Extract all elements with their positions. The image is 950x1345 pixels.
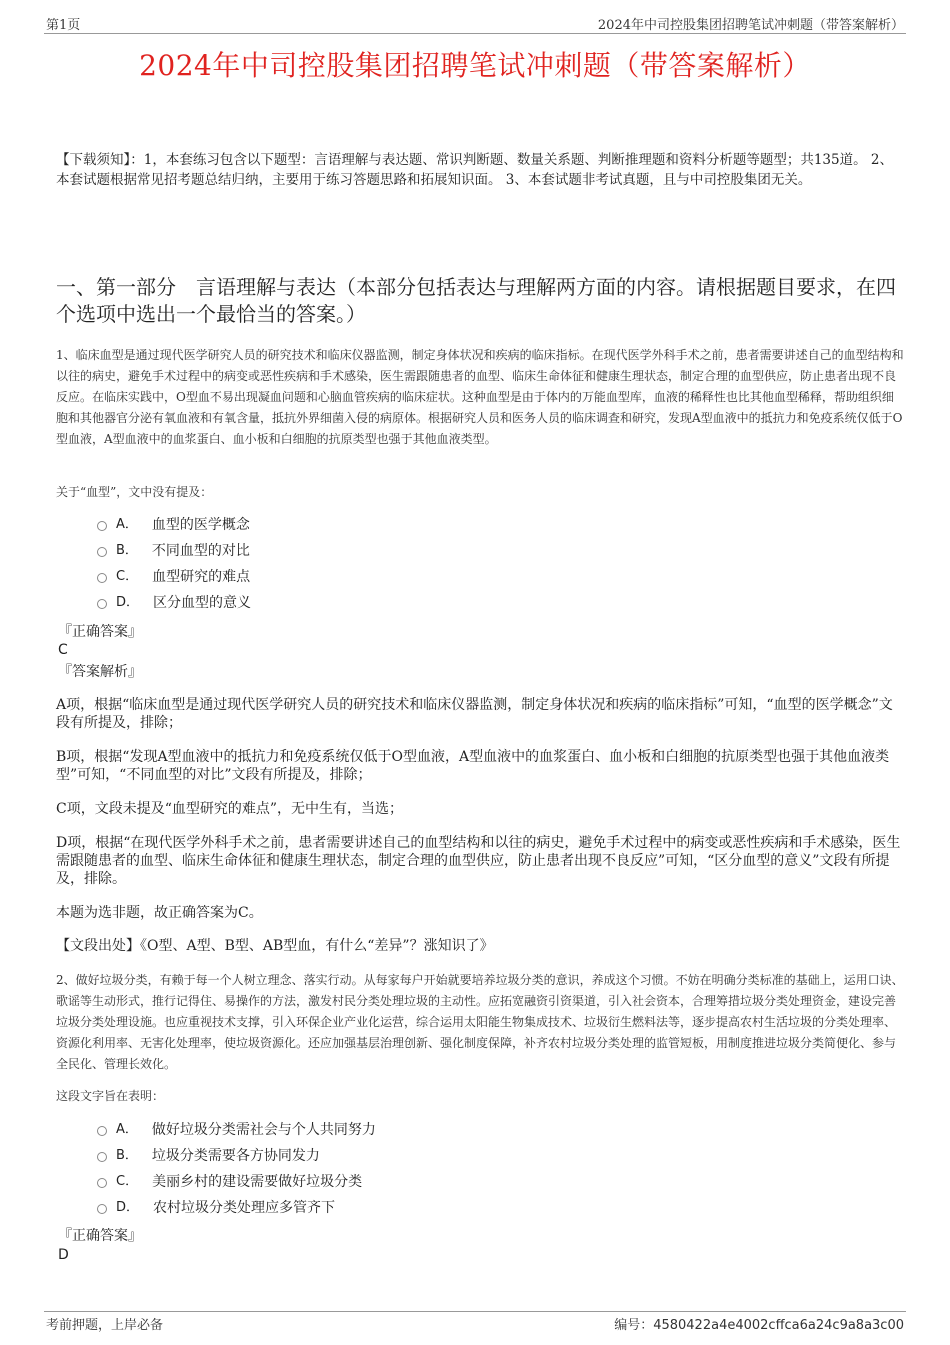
- question-2-option-a[interactable]: [97, 1120, 376, 1140]
- analysis-source: 【文段出处】《O型、A型、B型、AB型血，有什么“差异”？涨知识了》: [56, 938, 494, 954]
- radio-icon[interactable]: [97, 1126, 107, 1136]
- option-letter: B．: [116, 1148, 138, 1163]
- question-1-option-d[interactable]: [97, 593, 251, 613]
- footer-slogan: 考前押题，上岸必备: [46, 1318, 164, 1333]
- question-2-prompt: 这段文字旨在表明：: [56, 1089, 165, 1103]
- option-text: 做好垃圾分类需社会与个人共同努力: [151, 1122, 376, 1138]
- option-letter: D．: [116, 1200, 140, 1215]
- download-notice: 【下载须知】：1，本套练习包含以下题型：言语理解与表达题、常识判断题、数量关系题、判断推理题和资料分析题等题型；共135道。 2、本套试题根据常见招考题总结归纳，主要用于练习答题思路和拓展知识面。 3、本套试题非考试真题，且与中司控股集团无关。: [56, 152, 893, 188]
- radio-icon[interactable]: [97, 547, 107, 557]
- analysis-item-b: B项，根据“发现A型血液中的抵抗力和免疫系统仅低于O型血液，A型血液中的血浆蛋白、血小板和白细胞的抗原类型也强于其他血液类型”可知，“不同血型的对比”文段有所提及，排除；: [56, 749, 890, 783]
- radio-icon[interactable]: [97, 599, 107, 609]
- option-letter: A．: [116, 517, 138, 532]
- header-page-number: 第1页: [46, 18, 81, 33]
- question-1-analysis-label: 『答案解析』: [58, 664, 142, 680]
- radio-icon[interactable]: [97, 1152, 107, 1162]
- question-1-prompt: 关于“血型”，文中没有提及：: [56, 485, 213, 499]
- analysis-item-c: C项，文段未提及“血型研究的难点”，无中生有，当选；: [56, 801, 404, 817]
- question-1-option-a[interactable]: [97, 515, 250, 535]
- question-1-answer-label: 『正确答案』: [58, 624, 142, 640]
- footer-code: [614, 1314, 904, 1333]
- option-letter: D．: [116, 595, 140, 610]
- option-text: 血型研究的难点: [152, 569, 251, 585]
- question-2-option-b[interactable]: [97, 1146, 320, 1166]
- option-text: 不同血型的对比: [151, 543, 250, 559]
- footer-code-label: 编号：: [614, 1318, 654, 1333]
- option-text: 血型的医学概念: [151, 517, 250, 533]
- radio-icon[interactable]: [97, 573, 107, 583]
- radio-icon[interactable]: [97, 1178, 107, 1188]
- analysis-item-a: A项，根据“临床血型是通过现代医学研究人员的研究技术和临床仪器监测，制定身体状况和疾病的临床指标”可知，“血型的医学概念”文段有所提及，排除；: [56, 697, 893, 731]
- question-2-option-d[interactable]: [97, 1198, 335, 1218]
- footer-code-value: 4580422a4e4002cffca6a24c9a8a3c00: [653, 1318, 904, 1333]
- option-text: 垃圾分类需要各方协同发力: [151, 1148, 320, 1164]
- radio-icon[interactable]: [97, 1204, 107, 1214]
- question-1-stem: 1、临床血型是通过现代医学研究人员的研究技术和临床仪器监测，制定身体状况和疾病的临床指标。在现代医学外科手术之前，患者需要讲述自己的血型结构和以往的病史，避免手术过程中的病变或恶性疾病和手术感染，医生需跟随患者的血型、临床生命体征和健康生理状态，制定合理的血型供应，防止患者出现不良反应。在临床实践中，O型血不易出现凝血问题和心脑血管疾病的临床症状。这种血型是由于体内的万能血型库，血液的稀释性也比其他血型稀释，帮助组织细胞和其他器官分泌有氧血液和有氧含量，抵抗外界细菌入侵的病原体。根据研究人员和医务人员的临床调查和研究，发现A型血液中的抵抗力和免疫系统仅低于O型血液，A型血液中的血浆蛋白、血小板和白细胞的抗原类型也强于其他血液类型。: [56, 348, 904, 446]
- page-title: 2024年中司控股集团招聘笔试冲刺题（带答案解析）: [139, 49, 811, 82]
- section-heading: 一、第一部分 言语理解与表达（本部分包括表达与理解两方面的内容。请根据题目要求，在四个选项中选出一个最恰当的答案。）: [56, 275, 896, 326]
- question-1-answer: C: [58, 642, 68, 658]
- radio-icon[interactable]: [97, 521, 107, 531]
- option-text: 美丽乡村的建设需要做好垃圾分类: [152, 1174, 363, 1190]
- header-divider: [44, 33, 906, 34]
- analysis-conclusion: 本题为选非题，故正确答案为C。: [56, 905, 263, 921]
- question-2-stem: 2、做好垃圾分类，有赖于每一个人树立理念、落实行动。从每家每户开始就要培养垃圾分类的意识，养成这个习惯。不妨在明确分类标准的基础上，运用口诀、歌谣等生动形式，推行记得住、易操作的方法，激发村民分类处理垃圾的主动性。应拓宽融资引资渠道，引入社会资本，合理筹措垃圾分类处理资金，建设完善垃圾分类处理设施。也应重视技术支撑，引入环保企业产业化运营，综合运用太阳能生物集成技术、垃圾衍生燃料法等，逐步提高农村生活垃圾的分类处理率、资源化利用率、无害化处理率，使垃圾资源化。还应加强基层治理创新、强化制度保障，补齐农村垃圾分类处理的监管短板，用制度推进垃圾分类简便化、参与全民化、管理长效化。: [56, 973, 904, 1071]
- option-letter: C．: [116, 569, 139, 584]
- question-2-answer-label: 『正确答案』: [58, 1228, 142, 1244]
- option-text: 农村垃圾分类处理应多管齐下: [153, 1200, 336, 1216]
- option-text: 区分血型的意义: [153, 595, 252, 611]
- option-letter: C．: [116, 1174, 139, 1189]
- question-2-answer: D: [58, 1247, 69, 1263]
- question-2-option-c[interactable]: [97, 1172, 362, 1192]
- question-1-option-c[interactable]: [97, 567, 250, 587]
- option-letter: B．: [116, 543, 138, 558]
- question-1-option-b[interactable]: [97, 541, 250, 561]
- option-letter: A．: [116, 1122, 138, 1137]
- footer-divider: [44, 1311, 906, 1312]
- analysis-item-d: D项，根据“在现代医学外科手术之前，患者需要讲述自己的血型结构和以往的病史，避免手术过程中的病变或恶性疾病和手术感染，医生需跟随患者的血型、临床生命体征和健康生理状态，制定合理的血型供应，防止患者出现不良反应”可知，“区分血型的意义”文段有所提及，排除。: [56, 835, 901, 887]
- header-doc-title: 2024年中司控股集团招聘笔试冲刺题（带答案解析）: [597, 18, 904, 33]
